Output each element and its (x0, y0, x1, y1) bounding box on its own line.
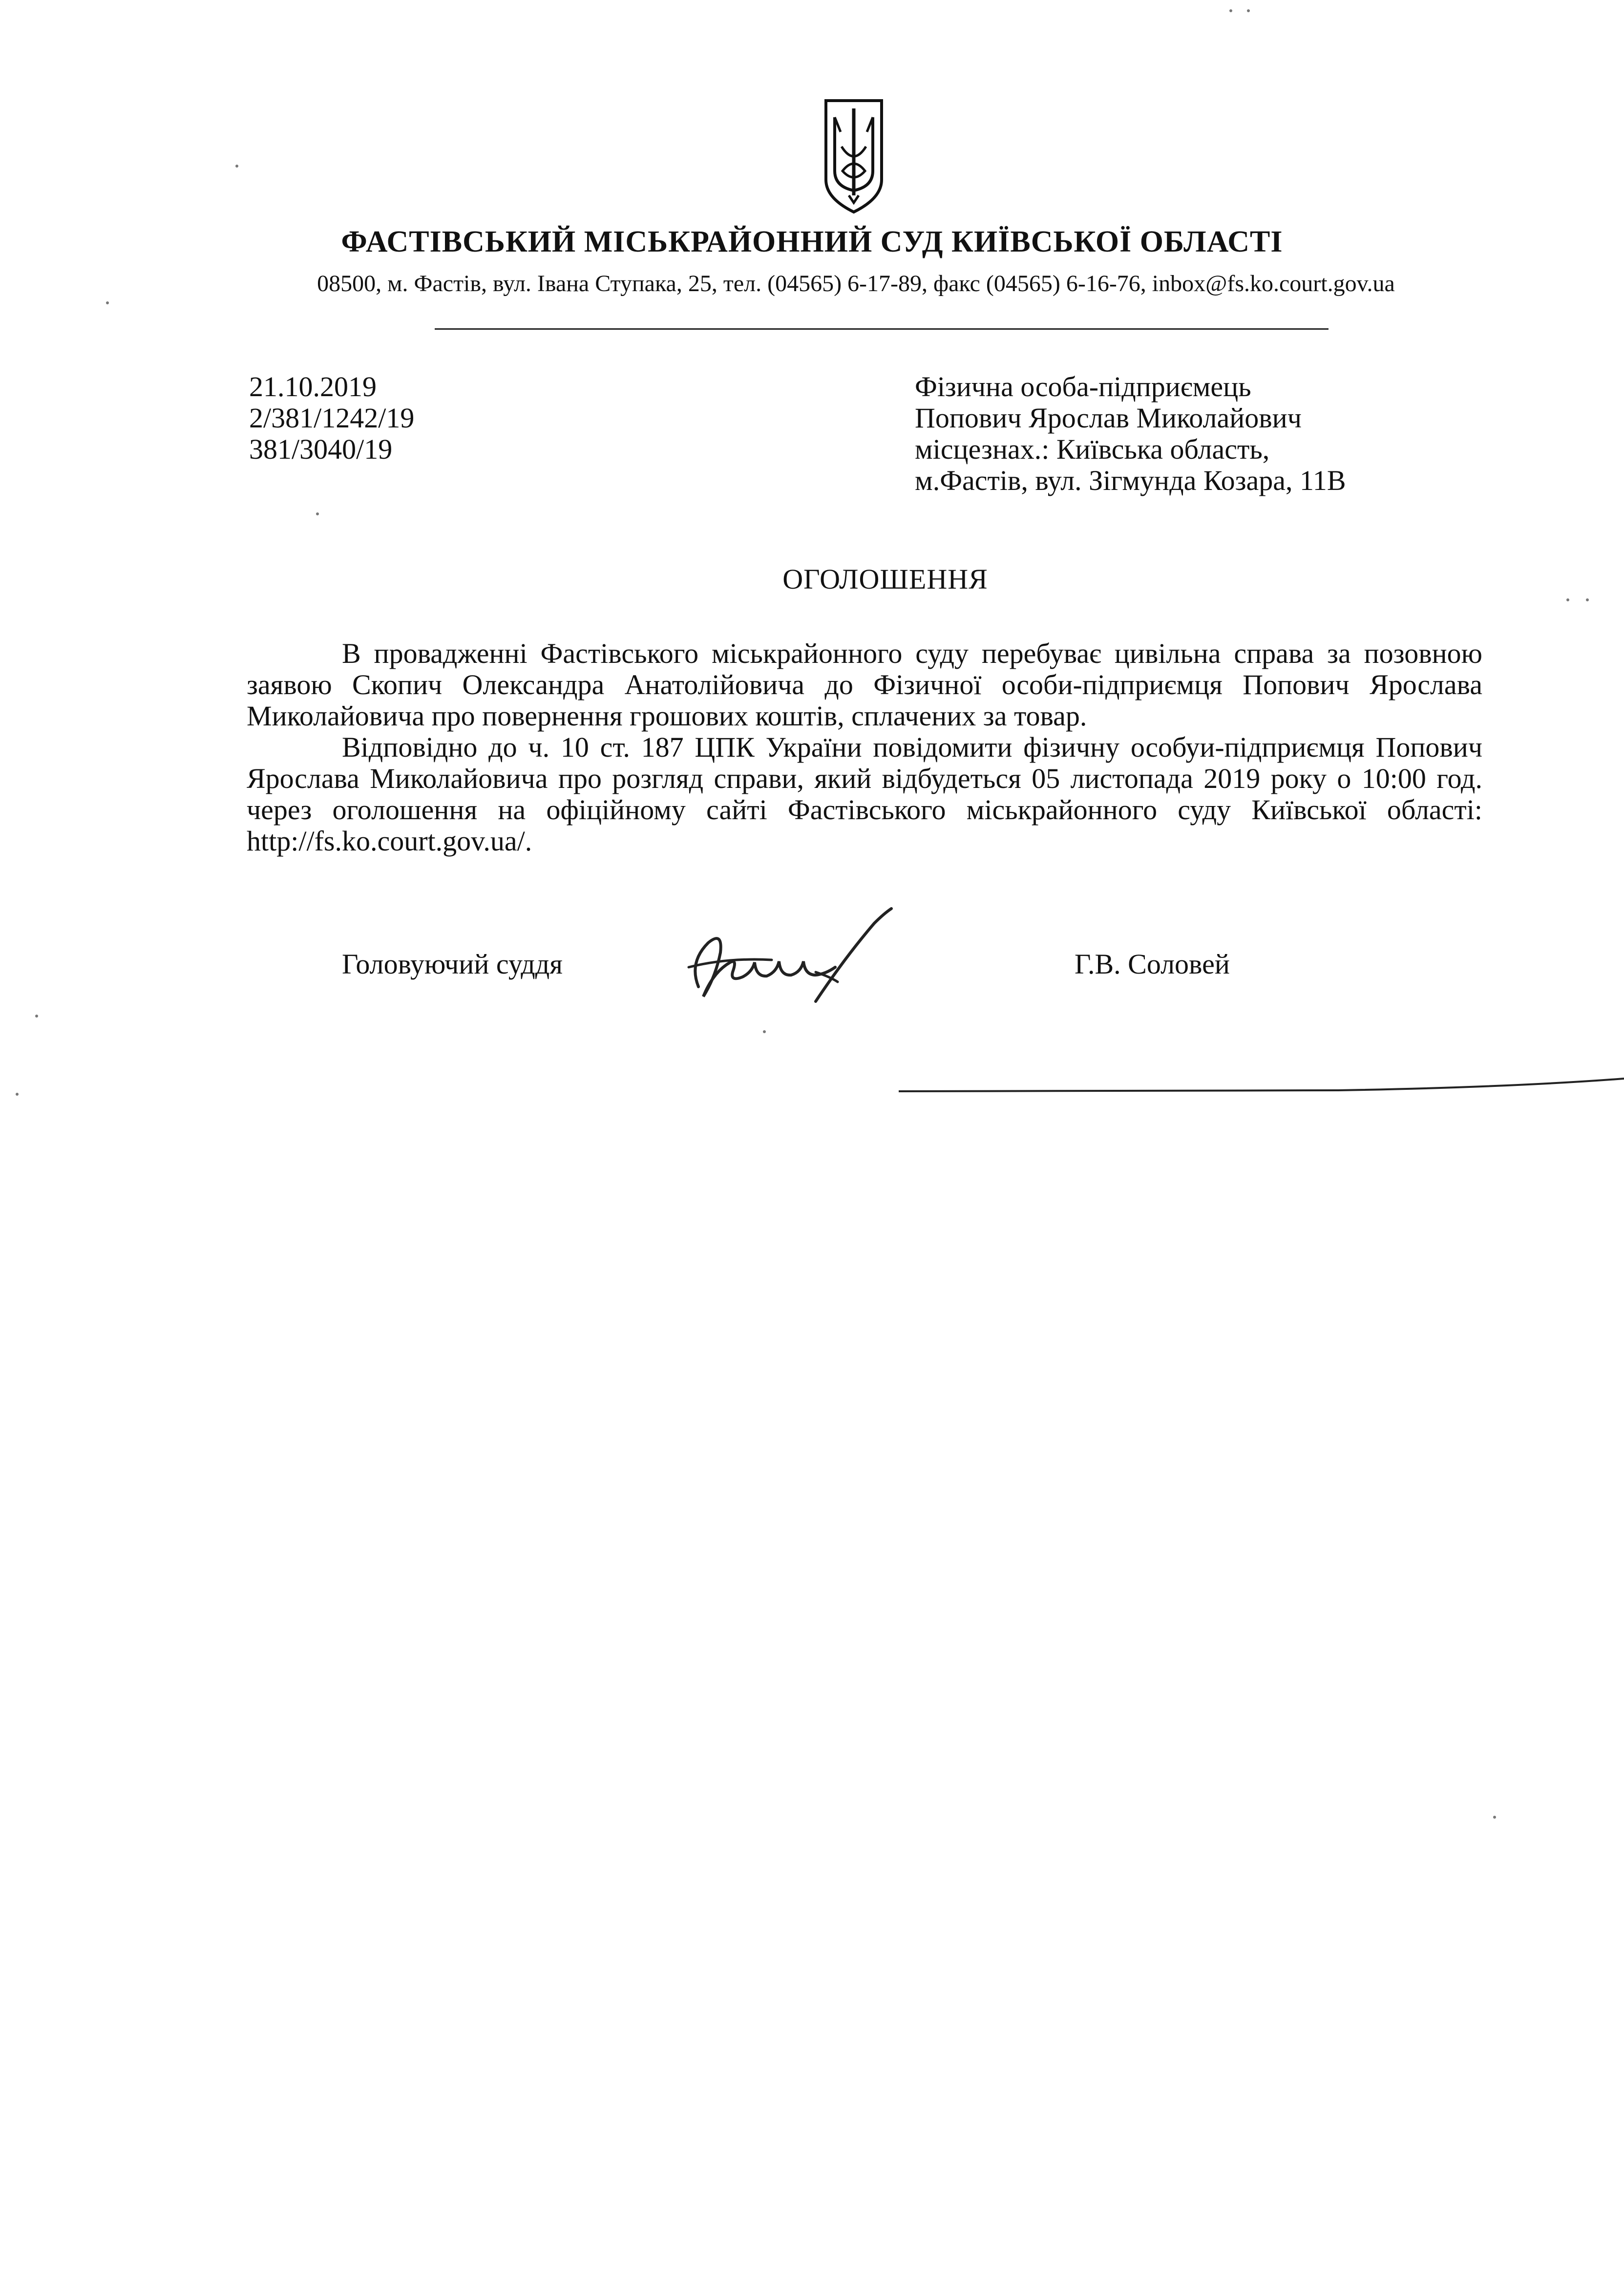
court-address: 08500, м. Фастів, вул. Івана Ступака, 25, тел. (04565) 6-17-89, факс (04565) 6-16-76, inbox@fs.ko.court.gov.ua (317, 271, 1395, 297)
addressee-line-2: Попович Ярослав Миколайович (915, 402, 1302, 434)
body-paragraph-1: В провадженні Фастівського міськрайонного суду перебуває цивільна справа за позовною заявою Скопич Олександра Анатолійовича до Фізичної особи-підприємця Попович Ярослава Миколайовича про повернення грошових коштів, сплачених за товар. (247, 637, 1482, 732)
addressee-line-4: м.Фастів, вул. Зігмунда Козара, 11В (915, 465, 1346, 496)
addressee-line-1: Фізична особа-підприємець (915, 371, 1251, 403)
case-number-2: 381/3040/19 (249, 433, 393, 465)
signer-title: Головуючий суддя (342, 948, 563, 980)
document-date: 21.10.2019 (249, 371, 377, 403)
addressee-line-3: місцезнах.: Київська область, (915, 433, 1270, 465)
court-name: ФАСТІВСЬКИЙ МІСЬКРАЙОННИЙ СУД КИЇВСЬКОЇ ОБЛАСТІ (341, 225, 1283, 258)
document-title: ОГОЛОШЕННЯ (782, 563, 988, 595)
body-paragraph-2: Відповідно до ч. 10 ст. 187 ЦПК України повідомити фізичну особуи-підприємця Попович Ярослава Миколайовича про розгляд справи, який відбудеться 05 листопада 2019 року о 10:00 год. через оголошення на офіційному сайті Фастівського міськрайонного суду Київської області: http://fs.ko.court.gov.ua/. (247, 731, 1482, 857)
signer-name: Г.В. Соловей (1075, 948, 1230, 980)
case-number-1: 2/381/1242/19 (249, 402, 415, 434)
